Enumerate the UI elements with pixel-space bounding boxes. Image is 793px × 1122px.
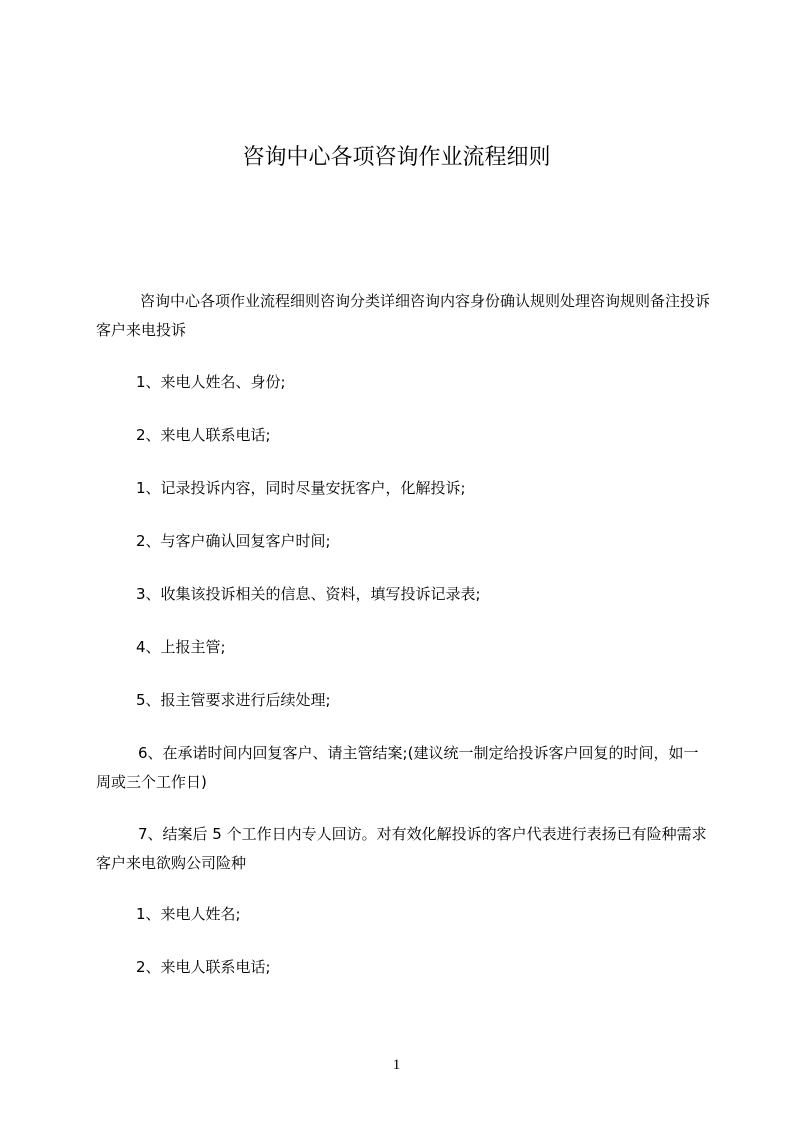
list-item: 2、来电人联系电话; [136, 426, 271, 444]
intro-paragraph: 咨询中心各项作业流程细则咨询分类详细咨询内容身份确认规则处理咨询规则备注投诉客户来电投诉 [96, 292, 711, 339]
list-item: 1、来电人姓名、身份; [136, 373, 286, 391]
list-item: 5、报主管要求进行后续处理; [136, 691, 331, 709]
list-item: 1、记录投诉内容，同时尽量安抚客户，化解投诉; [136, 479, 466, 497]
list-item: 4、上报主管; [136, 638, 226, 656]
list-item-7-paragraph: 7、结案后 5 个工作日内专人回访。对有效化解投诉的客户代表进行表扬已有险种需求客户来电欲购公司险种 [96, 825, 707, 872]
list-item-6-paragraph: 6、在承诺时间内回复客户、请主管结案;(建议统一制定给投诉客户回复的时间，如一周或三个工作日) [96, 744, 699, 791]
list-item: 2、来电人联系电话; [136, 958, 271, 976]
page-number: 1 [392, 1057, 401, 1073]
list-item: 1、来电人姓名; [136, 905, 241, 923]
list-item: 3、收集该投诉相关的信息、资料，填写投诉记录表; [136, 585, 481, 603]
list-item: 2、与客户确认回复客户时间; [136, 532, 331, 550]
document-title: 咨询中心各项咨询作业流程细则 [242, 145, 551, 170]
